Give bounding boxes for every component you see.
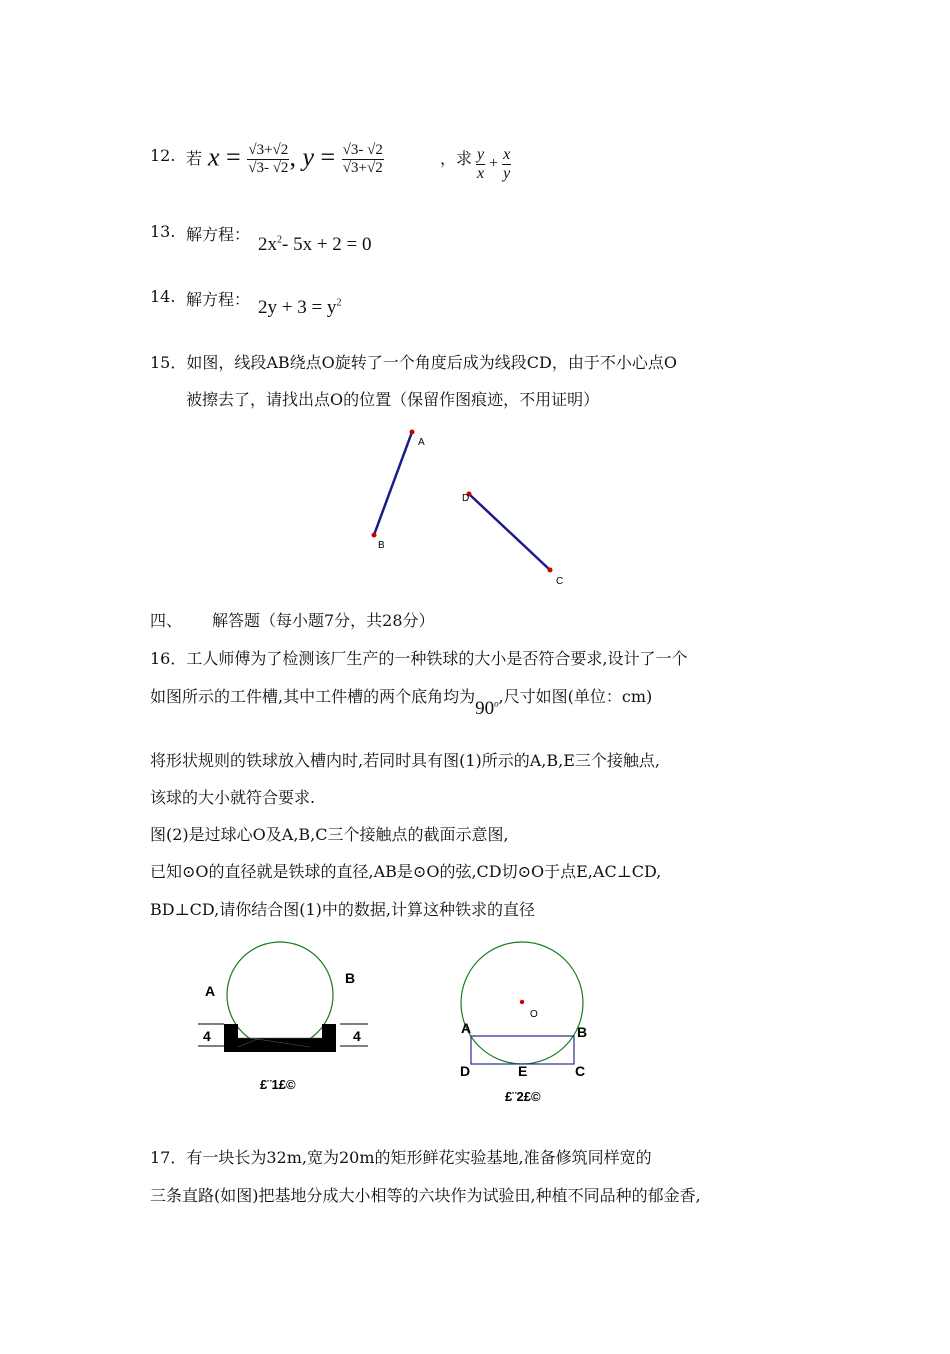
fig1-label-a: A (205, 983, 216, 999)
segment-dc (469, 494, 550, 570)
label-a: A (418, 437, 425, 448)
q12-y-var: y (302, 142, 314, 172)
q16-figure-1 (190, 935, 390, 1100)
center-o (520, 1000, 524, 1004)
q16-line-7: BD⊥CD,请你结合图(1)中的数据,计算这种铁求的直径 (150, 900, 535, 919)
fig2-label-b: B (577, 1024, 588, 1040)
q14-number: 14. (150, 287, 176, 306)
q12-fraction-x-over-y (502, 146, 511, 183)
q13-equation-a: 2x (258, 234, 277, 255)
q12-y-numerator: √3- √2 (342, 142, 383, 158)
q16-line-2a: 如图所示的工件槽,其中工件槽的两个底角均为 (150, 687, 476, 706)
q12-x-var: x (208, 142, 220, 172)
q12-ask: ，求 (440, 149, 473, 168)
fig1-dim-right: 4 (353, 1028, 361, 1044)
section-4-number: 四、 (150, 611, 183, 630)
section-4-title: 解答题（每小题7分，共28分） (212, 611, 435, 630)
fig1-caption: £¨1£© (260, 1077, 296, 1092)
q14-exponent: 2 (336, 297, 342, 309)
point-b (372, 533, 377, 538)
q12-eq-2: = (320, 142, 336, 172)
q16-line-5: 图(2)是过球心O及A,B,C三个接触点的截面示意图, (150, 825, 509, 844)
q12-x-fraction (247, 142, 289, 177)
q16-figure-2 (450, 935, 610, 1110)
q12-formula (208, 142, 384, 177)
point-a (410, 430, 415, 435)
q12-fraction-y-over-x (476, 146, 485, 183)
q12-y-fraction (342, 142, 384, 177)
fig2-label-d: D (460, 1063, 471, 1079)
q15-figure (350, 420, 590, 590)
q16-line-2b: ,尺寸如图(单位：cm) (498, 687, 653, 706)
q12-f2-numerator: x (503, 146, 511, 163)
q16-line-1: 16．工人师傅为了检测该厂生产的一种铁球的大小是否符合要求,设计了一个 (150, 649, 688, 668)
fig2-label-c: C (575, 1063, 586, 1079)
q13-label: 解方程： (186, 225, 251, 244)
ball-circle (227, 942, 333, 1048)
segment-ab (374, 432, 412, 535)
fig2-label-a: A (461, 1020, 472, 1036)
q16-angle-value: 90 (475, 698, 495, 719)
label-d: D (462, 493, 470, 504)
q13-equation-b: - 5x + 2 = 0 (282, 234, 372, 255)
q16-line-3: 将形状规则的铁球放入槽内时,若同时具有图(1)所示的A,B,E三个接触点, (150, 751, 661, 770)
q12-f1-denominator: x (477, 165, 485, 182)
label-c: C (556, 576, 564, 587)
q14-equation-a: 2y + 3 = y (258, 297, 337, 318)
q15-line-2: 被擦去了，请找出点O的位置（保留作图痕迹，不用证明） (186, 390, 600, 409)
q13-exponent: 2 (277, 234, 282, 246)
q12-f2-denominator: y (503, 165, 511, 182)
fig1-dim-left: 4 (203, 1028, 211, 1044)
q12-x-numerator: √3+√2 (248, 142, 289, 158)
q16-line-6: 已知⊙O的直径就是铁球的直径,AB是⊙O的弦,CD切⊙O于点E,AC⊥CD, (150, 862, 662, 881)
q13-number: 13. (150, 222, 176, 241)
q12-plus: + (489, 155, 499, 173)
fig2-caption: £¨2£© (505, 1089, 541, 1104)
q12-expression (476, 146, 511, 183)
q12-f1-numerator: y (477, 146, 485, 163)
q14-label: 解方程： (186, 290, 251, 309)
label-b: B (378, 540, 385, 551)
q12-prefix: 若 (186, 149, 203, 168)
rect-abcd (471, 1036, 574, 1064)
point-c (548, 568, 553, 573)
q17-line-2: 三条直路(如图)把基地分成大小相等的六块作为试验田,种植不同品种的郁金香, (150, 1186, 701, 1205)
q16-angle (475, 698, 499, 719)
q12-x-denominator: √3- √2 (248, 160, 289, 176)
q12-comma: , (289, 142, 296, 172)
q12-number: 12. (150, 146, 176, 165)
q16-line-2 (150, 684, 653, 719)
q13-equation (258, 234, 372, 256)
fig1-label-b: B (345, 970, 356, 986)
fig2-label-e: E (518, 1063, 528, 1079)
fig2-label-o: O (530, 1009, 538, 1020)
q12-eq-1: = (226, 142, 241, 172)
q12-y-denominator: √3+√2 (342, 160, 383, 176)
q16-line-4: 该球的大小就符合要求. (150, 788, 316, 807)
q15-line-1: 15．如图，线段AB绕点O旋转了一个角度后成为线段CD，由于不小心点O (150, 353, 677, 372)
q14-equation (258, 297, 341, 319)
q16-angle-degree: o (494, 698, 499, 709)
q17-line-1: 17．有一块长为32m,宽为20m的矩形鲜花实验基地,准备修筑同样宽的 (150, 1148, 652, 1167)
